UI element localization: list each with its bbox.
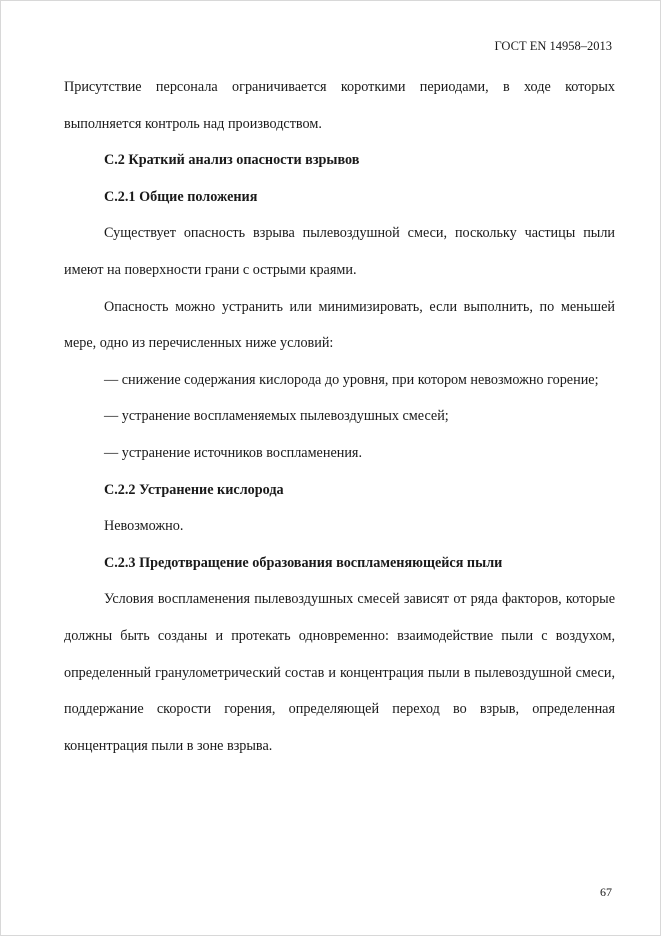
paragraph-impossible: Невозможно. xyxy=(104,518,184,535)
document-body xyxy=(64,69,615,764)
list-item-ignition: — устранение источников воспламенения. xyxy=(104,444,363,461)
paragraph-explosion-danger: Существует опасность взрыва пылевоздушной смеси, поскольку частицы пыли имеют на поверхности грани с острыми краями. xyxy=(64,225,615,278)
list-item-oxygen: — снижение содержания кислорода до уровня, при котором невозможно горение; xyxy=(104,371,599,388)
heading-c23: С.2.3 Предотвращение образования воспламеняющейся пыли xyxy=(104,554,503,571)
paragraph-ignition-conditions: Условия воспламенения пылевоздушных смесей зависят от ряда факторов, которые должны быть созданы и протекать одновременно: взаимодействие пыли с воздухом, определенный гранулометрический состав и концентрация пыли в пылевоздушной смеси, поддержание скорости горения, определяющей переход во взрыв, определенная концентрация пыли в зоне взрыва. xyxy=(64,591,615,754)
paragraph-personnel: Присутствие персонала ограничивается короткими периодами, в ходе которых выполняется контроль над производством. xyxy=(64,79,615,132)
paragraph-conditions: Опасность можно устранить или минимизировать, если выполнить, по меньшей мере, одно из перечисленных ниже условий: xyxy=(64,298,615,352)
standard-header: ГОСТ EN 14958–2013 xyxy=(494,39,612,53)
list-item-mixtures: — устранение воспламеняемых пылевоздушных смесей; xyxy=(104,408,449,425)
heading-c21: С.2.1 Общие положения xyxy=(104,188,258,205)
heading-c2: С.2 Краткий анализ опасности взрывов xyxy=(104,152,360,169)
heading-c22: С.2.2 Устранение кислорода xyxy=(104,481,284,498)
page-number: 67 xyxy=(600,885,612,899)
